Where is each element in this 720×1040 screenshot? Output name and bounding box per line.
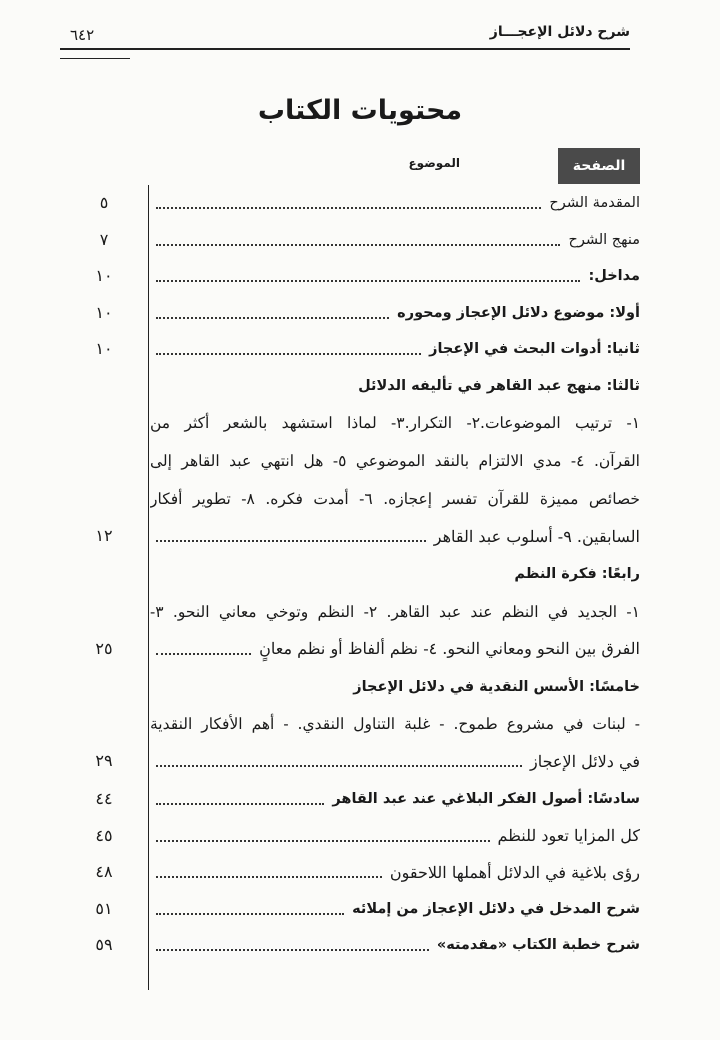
toc-entry-page: ٧ bbox=[99, 229, 109, 249]
toc-title: محتويات الكتاب bbox=[257, 95, 463, 126]
toc-entry-label: السابقين. ٩- أسلوب عبد القاهر bbox=[433, 526, 640, 546]
leader-dots bbox=[156, 949, 429, 951]
leader-dots bbox=[156, 207, 541, 209]
toc-entry-page: ١٢ bbox=[95, 526, 113, 545]
toc-entry-page: ٢٥ bbox=[95, 638, 113, 658]
toc-entry bbox=[150, 258, 640, 295]
toc-entry bbox=[150, 222, 640, 259]
toc-description-line: ١- الجديد في النظم عند عبد القاهر. ٢- النظم وتوخي معاني النحو. ٣- bbox=[150, 602, 640, 621]
toc-entry bbox=[150, 185, 640, 222]
toc-entry-label: سادسًا: أصول الفكر البلاغي عند عبد القاهر bbox=[332, 791, 640, 808]
toc-entry-label: منهج الشرح bbox=[568, 231, 640, 248]
toc-entry-page: ١٠ bbox=[95, 266, 113, 285]
leader-dots bbox=[156, 765, 522, 767]
toc-entry-label: ثانيا: أدوات البحث في الإعجاز bbox=[429, 341, 640, 358]
toc-description-line: خصائص مميزة للقرآن تفسر إعجازه. ٦- أمدت فكره. ٨- تطوير أفكار bbox=[150, 490, 640, 508]
leader-dots bbox=[156, 317, 389, 319]
leader-dots bbox=[156, 803, 324, 805]
toc-entry-page: ٥ bbox=[99, 193, 109, 212]
toc-entry-page: ١٠ bbox=[95, 339, 113, 358]
toc-entry bbox=[150, 781, 640, 818]
leader-dots bbox=[156, 653, 251, 655]
toc-entry bbox=[150, 331, 640, 368]
leader-dots bbox=[156, 913, 344, 915]
topic-column-header: الموضوع bbox=[408, 156, 460, 170]
leader-dots bbox=[156, 353, 421, 355]
toc-entry-label: أولا: موضوع دلائل الإعجاز ومحوره bbox=[397, 304, 640, 321]
toc-entry bbox=[150, 927, 640, 964]
toc-entry-page: ٤٨ bbox=[95, 862, 113, 881]
toc-entry bbox=[150, 818, 640, 855]
page-number-rule bbox=[60, 58, 130, 59]
toc-description-line: القرآن. ٤- مدي الالتزام بالنقد الموضوعي ٥- هل انتهي عبد القاهر إلى bbox=[150, 452, 640, 470]
toc-entry-label: في دلائل الإعجاز bbox=[529, 751, 640, 771]
leader-dots bbox=[156, 540, 426, 542]
toc-entry-page: ١٠ bbox=[95, 302, 113, 322]
toc-entry bbox=[150, 631, 640, 668]
toc-column-headers bbox=[60, 148, 640, 184]
leader-dots bbox=[156, 280, 580, 282]
toc-description-line: ١- ترتيب الموضوعات.٢- التكرار.٣- لماذا استشهد بالشعر أكثر من bbox=[150, 414, 640, 432]
toc-entry-label: الفرق بين النحو ومعاني النحو. ٤- نظم ألفاظ أو نظم معانٍ bbox=[259, 639, 640, 659]
toc-description-line: - لبنات في مشروع طموح. - غلبة التناول النقدي. - أهم الأفكار النقدية bbox=[150, 715, 640, 733]
toc-entry-page: ٤٥ bbox=[95, 825, 113, 845]
toc-entry-label: كل المزايا تعود للنظم bbox=[497, 826, 640, 846]
toc-entry-label: المقدمة الشرح bbox=[549, 195, 640, 212]
page-number: ٦٤٢ bbox=[70, 26, 95, 44]
toc-entry bbox=[150, 743, 640, 780]
toc-entry-label: شرح خطبة الكتاب «مقدمته» bbox=[436, 937, 640, 954]
toc-entry-page: ٤٤ bbox=[95, 789, 113, 808]
column-divider bbox=[148, 185, 149, 990]
toc-entry-page: ٥٩ bbox=[95, 935, 113, 954]
page-column-header: الصفحة bbox=[558, 148, 640, 184]
toc-entry-label: رؤى بلاغية في الدلائل أهملها اللاحقون bbox=[389, 862, 640, 882]
leader-dots bbox=[156, 840, 490, 842]
toc-section-heading: خامسًا: الأسس النقدية في دلائل الإعجاز bbox=[353, 678, 640, 695]
running-header bbox=[60, 24, 630, 50]
toc-entry-label: شرح المدخل في دلائل الإعجاز من إملائه bbox=[352, 900, 640, 917]
running-title: شرح دلائل الإعجـــاز bbox=[489, 24, 630, 40]
toc-entry bbox=[150, 891, 640, 928]
toc-entry bbox=[150, 518, 640, 555]
toc-entry bbox=[150, 854, 640, 891]
leader-dots bbox=[156, 244, 560, 246]
toc-entry-page: ٢٩ bbox=[95, 751, 113, 770]
toc-entry-label: مداخل: bbox=[588, 268, 640, 285]
toc-entry bbox=[150, 295, 640, 332]
toc-section-heading: رابعًا: فكرة النظم bbox=[514, 566, 640, 582]
toc-entry-page: ٥١ bbox=[95, 898, 113, 918]
leader-dots bbox=[156, 876, 382, 878]
toc-section-heading: ثالثا: منهج عبد القاهر في تأليفه الدلائل bbox=[358, 377, 640, 394]
